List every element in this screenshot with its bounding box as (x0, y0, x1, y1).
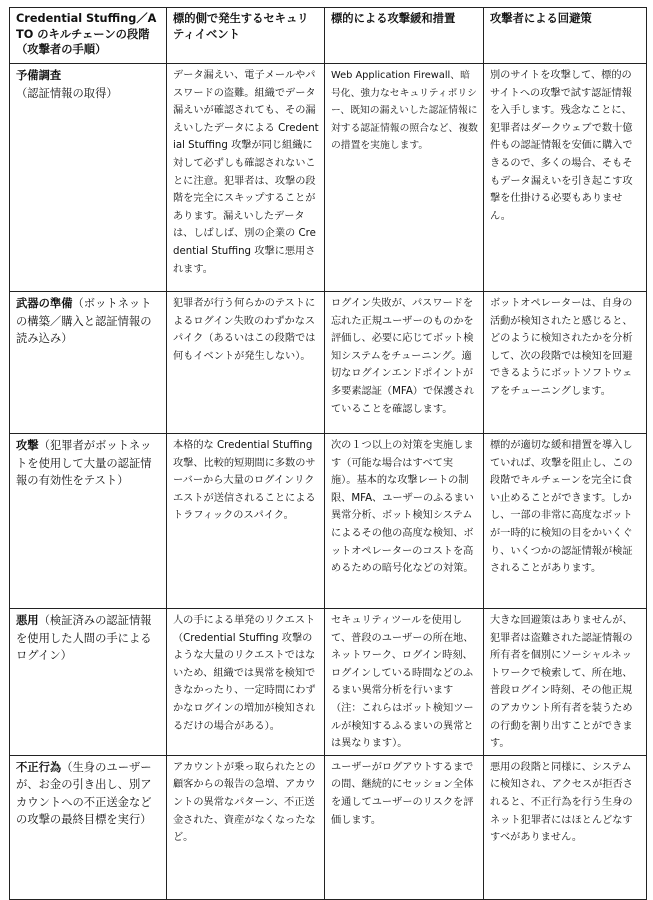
table-row (10, 609, 647, 756)
stage-description: （認証情報の取得） (16, 86, 118, 100)
evasion-cell: 別のサイトを攻撃して、標的のサイトへの攻撃で試す認証情報を入手します。残念なことに、犯罪者はダークウェブで数十億件もの認証情報を安価に購入できるので、多くの場合、そもそもデータ漏えいを引き起こす攻撃を仕掛ける必要もありません。 (484, 64, 647, 292)
stage-name: 不正行為 (16, 760, 62, 774)
header-kill-chain-stage: Credential Stuffing／ATO のキルチェーンの段階（攻撃者の手順） (10, 8, 167, 64)
stage-description: （犯罪者がボットネットを使用して大量の認証情報の有効性をテスト） (16, 439, 152, 487)
security-events-cell: 本格的な Credential Stuffing 攻撃、比較的短期間に多数のサーバーから大量のログインリクエストが送信されることによるトラフィックのスパイク。 (167, 434, 325, 609)
mitigation-cell: ユーザーがログアウトするまでの間、継続的にセッション全体を通してユーザーのリスクを評価します。 (325, 755, 484, 899)
stage-description: （検証済みの認証情報を使用した人間の手によるログイン） (16, 614, 152, 662)
document-page (9, 7, 647, 900)
stage-name: 攻撃 (16, 439, 39, 452)
stage-cell (10, 755, 167, 899)
header-target-security-events: 標的側で発生するセキュリティイベント (167, 8, 325, 64)
evasion-cell: ボットオペレーターは、自身の活動が検知されたと感じると、どのように検知されたかを分析して、次の段階では検知を回避できるようにボットソフトウェアをチューニングします。 (484, 292, 647, 434)
stage-description: （生身のユーザーが、お金の引き出し、別アカウントへの不正送金などの攻撃の最終目標を実行） (16, 760, 152, 827)
stage-cell (10, 292, 167, 434)
mitigation-cell: セキュリティツールを使用して、普段のユーザーの所在地、ネットワーク、ログイン時刻、ログインしている時間などのふるまい異常分析を行います（注：これらはボット検知ツールが検知するふるまいの異常とは異なります）。 (325, 609, 484, 756)
evasion-cell: 標的が適切な緩和措置を導入していれば、攻撃を阻止し、この段階でキルチェーンを完全に食い止めることができます。しかし、一部の非常に高度なボットが一時的に検知の目をかいくぐり、いくつかの認証情報が検証されることがあります。 (484, 434, 647, 609)
header-target-mitigation: 標的による攻撃緩和措置 (325, 8, 484, 64)
kill-chain-table (9, 7, 647, 900)
mitigation-cell: ログイン失敗が、パスワードを忘れた正規ユーザーのものかを評価し、必要に応じてボット検知システムをチューニング。適切なログインエンドポイントが多要素認証（MFA）で保護されていることを確認します。 (325, 292, 484, 434)
evasion-cell: 大きな回避策はありませんが、犯罪者は盗難された認証情報の所有者を個別にソーシャルネットワークで検索して、所在地、普段ログイン時刻、その他正規のアカウント所有者を装うための行動を割り出すことができます。 (484, 609, 647, 756)
table-row (10, 755, 647, 899)
mitigation-cell: Web Application Firewall、暗号化、強力なセキュリティポリシー、既知の漏えいした認証情報に対する認証情報の照合など、複数の措置を実施します。 (325, 64, 484, 292)
stage-description: （ボットネットの構築／購入と認証情報の読み込み） (16, 297, 152, 345)
table-row (10, 64, 647, 292)
stage-name: 悪用 (16, 614, 39, 627)
stage-cell (10, 434, 167, 609)
security-events-cell: 犯罪者が行う何らかのテストによるログイン失敗のわずかなスパイク（あるいはこの段階では何もイベントが発生しない）。 (167, 292, 325, 434)
stage-cell (10, 609, 167, 756)
header-attacker-evasion: 攻撃者による回避策 (484, 8, 647, 64)
stage-name: 予備調査 (16, 69, 62, 82)
security-events-cell: データ漏えい、電子メールやパスワードの盗難。組織でデータ漏えいが確認されても、その漏えいしたデータによる Credential Stuffing 攻撃が同じ組織に対して必ずしも確認されないことに注意。犯罪者は、攻撃の段階を完全にスキップすることがあります。漏えいしたデータは、しばしば、別の企業の Credential Stuffing 攻撃に悪用されます。 (167, 64, 325, 292)
mitigation-cell: 次の１つ以上の対策を実施します（可能な場合はすべて実施）。基本的な攻撃レートの制限、MFA、ユーザーのふるまい異常分析、ボット検知システムによるその他の高度な検知、ボットオペレーターのコストを高めるための暗号化などの対策。 (325, 434, 484, 609)
table-row (10, 434, 647, 609)
stage-cell (10, 64, 167, 292)
evasion-cell: 悪用の段階と同様に、システムに検知され、アクセスが拒否されると、不正行為を行う生身のネット犯罪者にはほとんどなすすべがありません。 (484, 755, 647, 899)
security-events-cell: 人の手による単発のリクエスト（Credential Stuffing 攻撃のような大量のリクエストではないため、組織では異常を検知できなかったり、一定時間にわずかなログインの増加が検知されるだけの場合がある）。 (167, 609, 325, 756)
security-events-cell: アカウントが乗っ取られたとの顧客からの報告の急増、アカウントの異常なパターン、不正送金された、資産がなくなったなど。 (167, 755, 325, 899)
table-header-row (10, 8, 647, 64)
stage-name: 武器の準備 (16, 297, 73, 310)
table-row (10, 292, 647, 434)
